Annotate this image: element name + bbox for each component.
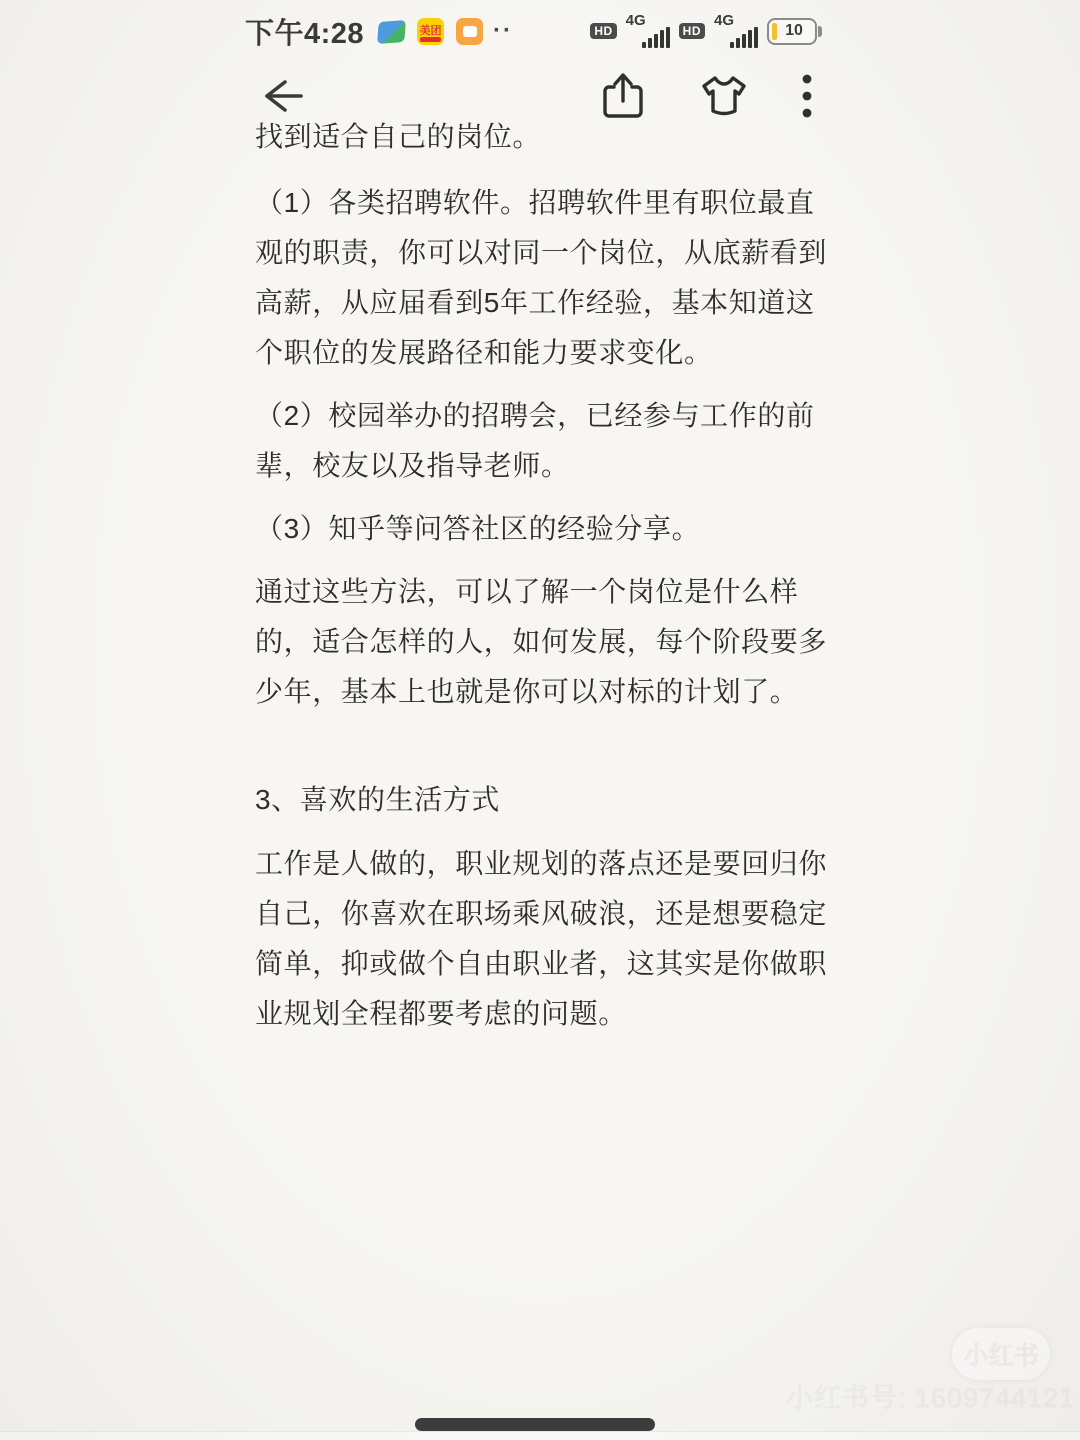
- more-notifications-dots: ··: [493, 17, 514, 44]
- status-bar: [240, 10, 840, 52]
- back-arrow-icon: [255, 76, 307, 116]
- battery-low-fill: [772, 23, 777, 40]
- hd-volte-icon-2: HD: [679, 23, 705, 39]
- xiaohongshu-account-watermark: 小红书号: 1609744121: [786, 1383, 1076, 1413]
- notification-icons: [378, 18, 483, 45]
- signal-bars-sim2: [730, 27, 758, 48]
- bottom-strip: [0, 1431, 1080, 1440]
- hd-volte-icon: HD: [590, 23, 616, 39]
- share-button[interactable]: [600, 71, 646, 121]
- paragraph-item-2: （2）校园举办的招聘会，已经参与工作的前辈，校友以及指导老师。: [255, 400, 815, 481]
- kebab-menu-icon: [802, 72, 812, 120]
- theme-skin-button[interactable]: [698, 72, 750, 120]
- paragraph-summary: 通过这些方法，可以了解一个岗位是什么样的，适合怎样的人，如何发展，每个阶段要多少年，基本上也就是你可以对标的计划了。: [255, 576, 828, 707]
- section-heading: 3、喜欢的生活方式: [255, 784, 500, 815]
- paragraph-lifestyle: 工作是人做的，职业规划的落点还是要回归你自己，你喜欢在职场乘风破浪，还是想要稳定简单，抑或做个自由职业者，这其实是你做职业规划全程都要考虑的问题。: [255, 848, 828, 1029]
- battery-nub: [818, 26, 822, 37]
- more-menu-button[interactable]: [802, 72, 812, 120]
- article-body: [255, 122, 827, 1052]
- battery-icon: [767, 18, 822, 45]
- paragraph-item-1: （1）各类招聘软件。招聘软件里有职位最直观的职责，你可以对同一个岗位，从底薪看到高薪，从应届看到5年工作经验，基本知道这个职位的发展路径和能力要求变化。: [255, 187, 828, 368]
- phone-screen: [240, 0, 840, 1440]
- back-button[interactable]: [255, 76, 307, 116]
- signal-sim1-icon: [625, 11, 670, 48]
- paragraph-item-3: （3）知乎等问答社区的经验分享。: [255, 513, 701, 544]
- meituan-glyph: 美团: [419, 24, 442, 37]
- tshirt-icon: [698, 72, 750, 120]
- status-right-cluster: [590, 11, 822, 48]
- battery-body: [767, 18, 817, 45]
- toolbar-actions: [600, 71, 812, 121]
- paragraph-tail: 找到适合自己的岗位。: [255, 122, 542, 152]
- message-app-icon: [456, 18, 483, 45]
- chat-app-icon: [377, 20, 406, 44]
- xiaohongshu-watermark-badge: [952, 1328, 1050, 1380]
- top-toolbar: [240, 66, 840, 126]
- network-type-sim2: 4G: [714, 11, 735, 29]
- battery-percent: 10: [785, 22, 803, 39]
- clipped-previous-line: [255, 122, 827, 162]
- meituan-app-icon: [417, 18, 444, 45]
- status-time: 下午4:28: [245, 17, 365, 50]
- share-icon: [600, 71, 646, 121]
- signal-bars-sim1: [642, 27, 670, 48]
- home-indicator-bar[interactable]: [415, 1418, 655, 1431]
- network-type-sim1: 4G: [625, 11, 646, 29]
- signal-sim2-icon: [714, 11, 758, 48]
- watermark-badge-text: 小红书: [963, 1342, 1039, 1370]
